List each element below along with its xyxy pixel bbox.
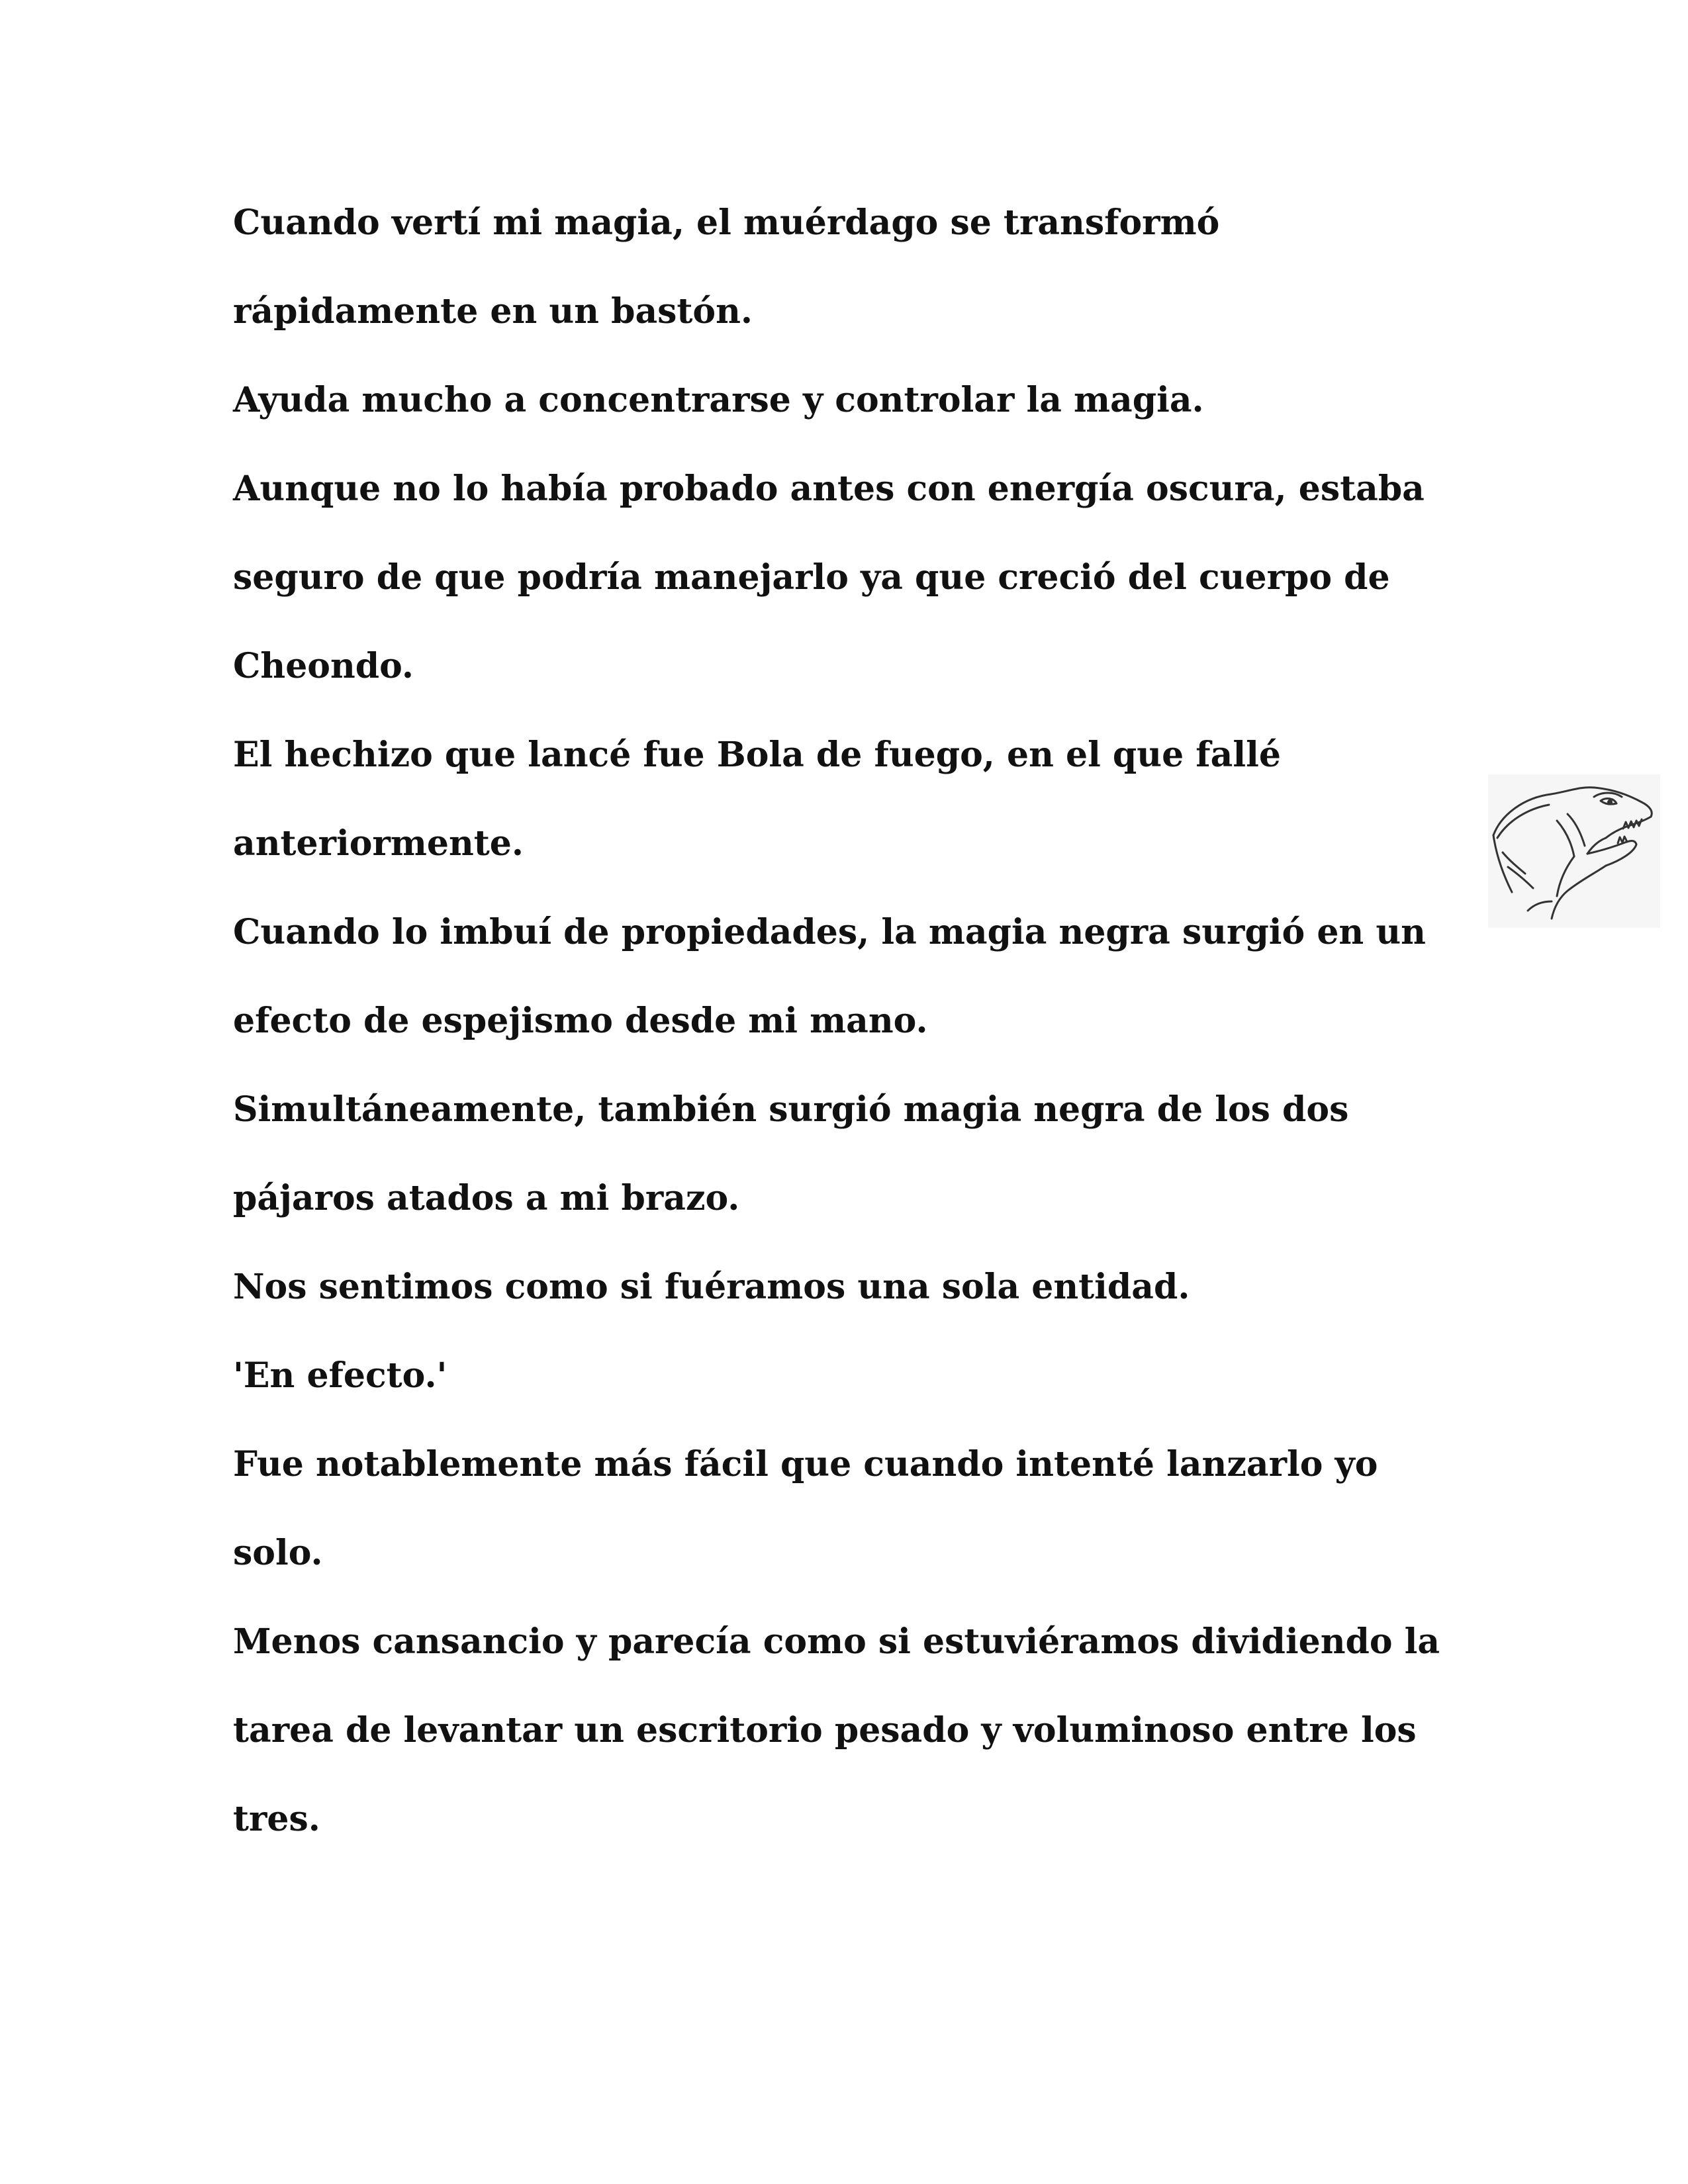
text-line: Nos sentimos como si fuéramos una sola entidad. [233, 1267, 1190, 1307]
text-line: Aunque no lo había probado antes con energía oscura, estaba [233, 469, 1425, 509]
text-line: Cheondo. [233, 646, 414, 686]
text-line: tres. [233, 1799, 320, 1839]
text-line: efecto de espejismo desde mi mano. [233, 1001, 928, 1041]
text-line: Cuando lo imbuí de propiedades, la magia negra surgió en un [233, 912, 1426, 952]
text-line: Menos cansancio y parecía como si estuviéramos dividiendo la [233, 1621, 1440, 1662]
text-line: seguro de que podría manejarlo ya que creció del cuerpo de [233, 557, 1390, 598]
text-line: Fue notablemente más fácil que cuando intenté lanzarlo yo [233, 1444, 1378, 1484]
text-line: pájaros atados a mi brazo. [233, 1178, 740, 1218]
dinosaur-sketch-icon [1488, 774, 1660, 928]
text-line: Ayuda mucho a concentrarse y controlar la magia. [233, 380, 1204, 420]
text-line: 'En efecto.' [233, 1355, 447, 1396]
body-text [233, 179, 1491, 1864]
text-line: anteriormente. [233, 823, 524, 864]
text-line: El hechizo que lancé fue Bola de fuego, en el que fallé [233, 735, 1281, 775]
text-line: Cuando vertí mi magia, el muérdago se transformó [233, 203, 1220, 243]
text-line: solo. [233, 1533, 323, 1573]
text-line: tarea de levantar un escritorio pesado y voluminoso entre los [233, 1710, 1417, 1751]
text-line: rápidamente en un bastón. [233, 291, 753, 332]
text-line: Simultáneamente, también surgió magia negra de los dos [233, 1089, 1349, 1130]
